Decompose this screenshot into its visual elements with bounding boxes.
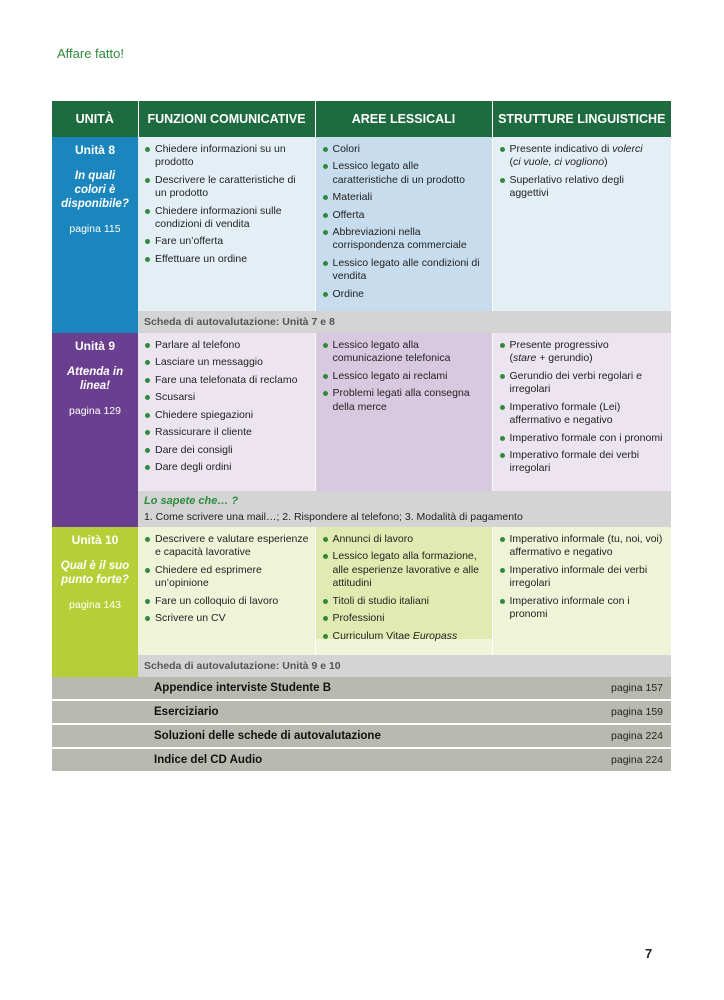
list-item: Descrivere e valutare esperienze e capacità lavorative	[144, 533, 309, 560]
header-row	[52, 101, 671, 137]
aree-cell	[315, 527, 492, 655]
unit-label: Unità 9	[74, 339, 115, 354]
aree-cell	[315, 333, 492, 491]
unit-9-row	[52, 333, 671, 491]
funzioni-cell	[138, 527, 315, 655]
appendix-label[interactable]: Soluzioni delle schede di autovalutazione	[138, 724, 492, 748]
list-item: Ordine	[322, 288, 486, 301]
unit-9-cell[interactable]	[52, 333, 138, 527]
list-item: Chiedere informazioni sulle condizioni di vendita	[144, 205, 309, 232]
appendix-page: pagina 159	[492, 700, 671, 724]
list-item: Parlare al telefono	[144, 339, 309, 352]
appendix-label[interactable]: Eserciziario	[138, 700, 492, 724]
list-item: Fare un’offerta	[144, 235, 309, 248]
unit-10-row	[52, 527, 671, 655]
list-item: Scusarsi	[144, 391, 309, 404]
funzioni-cell	[138, 333, 315, 491]
list-item: Lessico legato alla formazione, alle esperienze lavorative e alle attitudini	[322, 550, 486, 590]
appendix-page: pagina 224	[492, 724, 671, 748]
lo-sapete-row	[52, 491, 671, 527]
scheda-bar[interactable]: Scheda di autovalutazione: Unità 7 e 8	[138, 311, 671, 333]
list-item: Fare un colloquio di lavoro	[144, 595, 309, 608]
unit-page: pagina 129	[69, 405, 121, 418]
header-strutture: STRUTTURE LINGUISTICHE	[492, 101, 671, 137]
unit-label: Unità 8	[74, 143, 115, 157]
list-item: Presente indicativo di volerci (ci vuole, ci vogliono)	[499, 143, 666, 170]
unit-8-row	[52, 137, 671, 311]
list-item: Lessico legato alla comunicazione telefonica	[322, 339, 486, 366]
list-item: Curriculum Vitae Europass	[322, 630, 486, 643]
brand-title: Affare fatto!	[57, 46, 124, 61]
list-item: Scrivere un CV	[144, 612, 309, 625]
appendix-row[interactable]	[52, 677, 671, 700]
list-item: Dare degli ordini	[144, 461, 309, 474]
list-item: Imperativo informale (tu, noi, voi) affermativo e negativo	[499, 533, 666, 560]
unit-title: Qual è il suo punto forte?	[60, 560, 130, 587]
list-item: Lasciare un messaggio	[144, 356, 309, 369]
scheda-row	[52, 311, 671, 333]
list-item: Annunci di lavoro	[322, 533, 486, 546]
list-item: Lessico legato alle condizioni di vendita	[322, 257, 486, 284]
lo-sapete-items: 1. Come scrivere una mail…; 2. Rispondere al telefono; 3. Modalità di pagamento	[144, 511, 523, 524]
list-item: Colori	[322, 143, 486, 156]
list-item: Superlativo relativo degli aggettivi	[499, 174, 666, 201]
list-item: Rassicurare il cliente	[144, 426, 309, 439]
header-funzioni: FUNZIONI COMUNICATIVE	[138, 101, 315, 137]
list-item: Offerta	[322, 209, 486, 222]
strutture-cell	[492, 527, 671, 655]
unit-page: pagina 115	[69, 223, 121, 235]
list-item: Descrivere le caratteristiche di un prodotto	[144, 174, 309, 201]
unit-8-cell[interactable]	[52, 137, 138, 333]
list-item: Titoli di studio italiani	[322, 595, 486, 608]
strutture-cell	[492, 137, 671, 311]
aree-cell	[315, 137, 492, 311]
scheda-row	[52, 655, 671, 677]
list-item: Dare dei consigli	[144, 444, 309, 457]
scheda-bar[interactable]: Scheda di autovalutazione: Unità 9 e 10	[138, 655, 671, 677]
appendix-label[interactable]: Appendice interviste Studente B	[138, 677, 492, 700]
appendix-row[interactable]	[52, 748, 671, 772]
list-item: Gerundio dei verbi regolari e irregolari	[499, 370, 666, 397]
list-item: Effettuare un ordine	[144, 253, 309, 266]
page-number: 7	[645, 946, 653, 961]
unit-title: In quali colori è disponibile?	[61, 170, 129, 210]
list-item: Chiedere spiegazioni	[144, 409, 309, 422]
appendix-page: pagina 224	[492, 748, 671, 772]
appendix-page: pagina 157	[492, 677, 671, 700]
funzioni-cell	[138, 137, 315, 311]
unit-label: Unità 10	[71, 533, 119, 548]
appendix-row[interactable]	[52, 724, 671, 748]
list-item: Materiali	[322, 191, 486, 204]
list-item: Presente progressivo (stare + gerundio)	[499, 339, 666, 366]
strutture-cell	[492, 333, 671, 491]
list-item: Chiedere ed esprimere un’opinione	[144, 564, 309, 591]
unit-page: pagina 143	[69, 599, 121, 612]
table-of-contents	[52, 101, 671, 773]
list-item: Imperativo formale dei verbi irregolari	[499, 449, 666, 476]
appendix-row[interactable]	[52, 700, 671, 724]
unit-title: Attenda in linea!	[66, 366, 124, 393]
list-item: Imperativo formale (Lei) affermativo e negativo	[499, 401, 666, 428]
list-item: Imperativo informale con i pronomi	[499, 595, 666, 622]
lo-sapete-bar[interactable]	[138, 491, 671, 527]
list-item: Lessico legato ai reclami	[322, 370, 486, 383]
header-aree: AREE LESSICALI	[315, 101, 492, 137]
list-item: Problemi legati alla consegna della merce	[322, 387, 486, 414]
unit-10-cell[interactable]	[52, 527, 138, 677]
list-item: Professioni	[322, 612, 486, 625]
list-item: Imperativo formale con i pronomi	[499, 432, 666, 445]
list-item: Imperativo informale dei verbi irregolari	[499, 564, 666, 591]
list-item: Chiedere informazioni su un prodotto	[144, 143, 309, 170]
list-item: Fare una telefonata di reclamo	[144, 374, 309, 387]
lo-sapete-title: Lo sapete che… ?	[144, 495, 239, 508]
list-item: Abbreviazioni nella corrispondenza commerciale	[322, 226, 486, 253]
appendix-label[interactable]: Indice del CD Audio	[138, 748, 492, 772]
header-unita: UNITÀ	[52, 101, 138, 137]
list-item: Lessico legato alle caratteristiche di un prodotto	[322, 160, 486, 187]
